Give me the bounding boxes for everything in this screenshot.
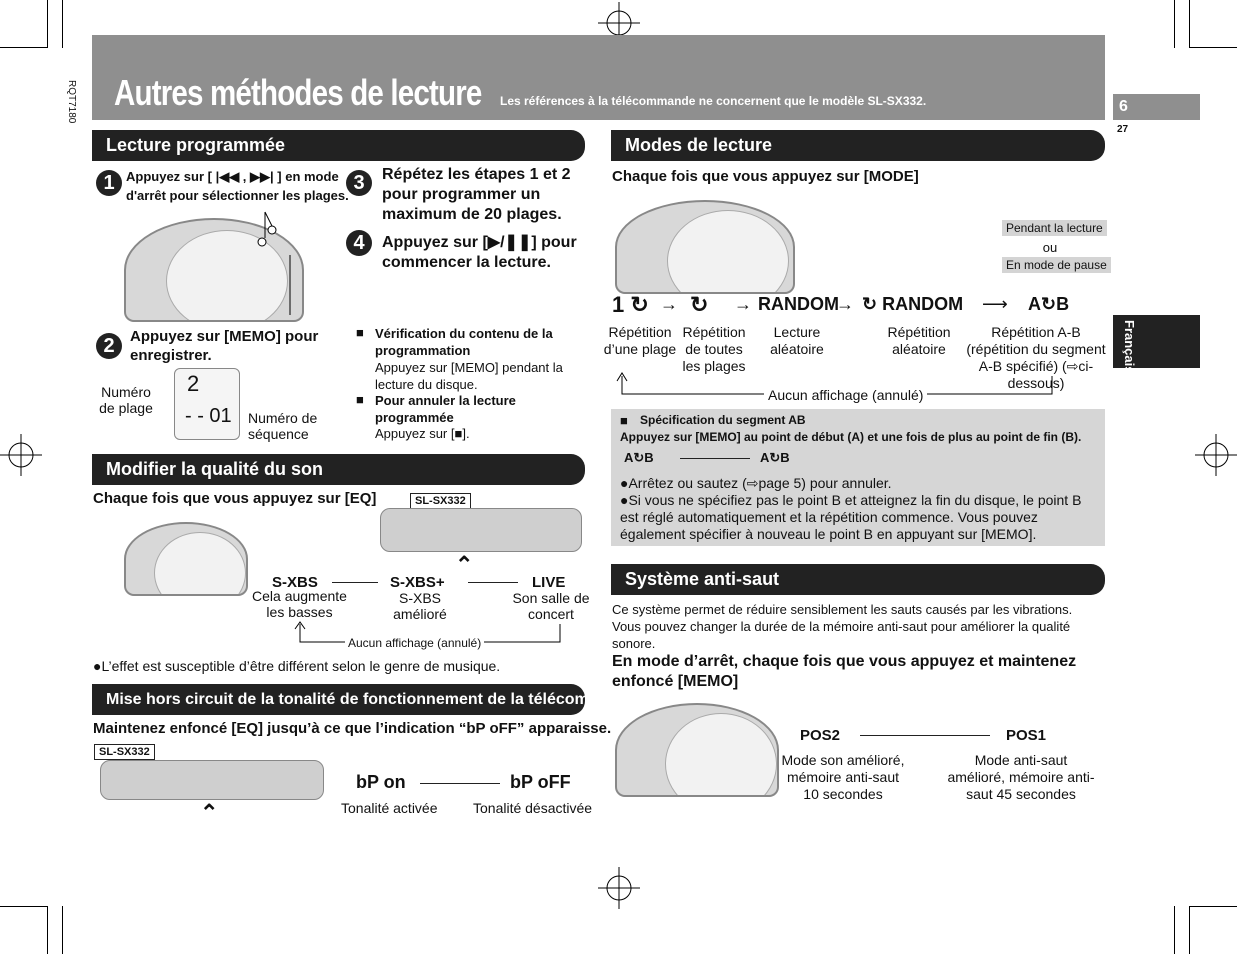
antiskip-instruction: En mode d’arrêt, chaque fois que vous appuyez et maintenez enfoncé [MEMO] [612, 653, 1077, 690]
up-arrow-icon: ⌃ [200, 800, 219, 825]
language-tab-label: Français [1122, 320, 1137, 374]
mode-repeat-random: ↻ RANDOM [862, 294, 964, 314]
up-arrow-icon: ⌃ [455, 552, 474, 577]
arrow [332, 582, 378, 583]
lcd-track-number: 2 [187, 371, 200, 396]
player-disc-illustration [124, 522, 248, 596]
remote-illustration [380, 508, 582, 552]
mode-random: RANDOM [758, 294, 839, 314]
step-4-text: Appuyez sur [▶/❚❚] pour commencer la lecture. [382, 234, 577, 271]
sound-note: ●L’effet est susceptible d’être différent selon le genre de musique. [93, 658, 501, 674]
beep-off-label: bP oFF [510, 772, 571, 792]
crop-mark [0, 906, 48, 907]
sound-cancel-label: Aucun affichage (annulé) [345, 636, 484, 650]
bullet-square: ■ [356, 325, 364, 340]
pointer-lines [250, 200, 310, 320]
section-heading-antiskip: Système anti-saut [611, 564, 1105, 595]
crop-mark [47, 906, 48, 954]
mode-ab-repeat-desc: Répétition A-B (répétition du segment A-B spécifié) (⇨ci-dessous) [966, 324, 1106, 391]
beep-instruction: Maintenez enfoncé [EQ] jusqu’à ce que l’indication “bP oFF” apparaisse. [93, 720, 612, 737]
mode-repeat-one: 1 ↻ [612, 292, 649, 317]
tag-during-play: Pendant la lecture [1002, 220, 1107, 236]
mode-sxbs-desc: Cela augmente les basses [252, 588, 347, 620]
verify-text: Appuyez sur [MEMO] pendant la lecture du disque. [375, 360, 563, 392]
section-heading-programmed: Lecture programmée [92, 130, 585, 161]
tag-pause: En mode de pause [1002, 257, 1111, 273]
crop-mark [1174, 0, 1175, 48]
page-subtitle: Les références à la télécommande ne concernent que le modèle SL-SX332. [500, 94, 927, 108]
crop-mark [62, 906, 63, 954]
cancel-title: Pour annuler la lecture programmée [375, 393, 516, 425]
crop-mark [1189, 0, 1190, 48]
mode-repeat-all-desc: Répétition de toutes les plages [682, 324, 746, 374]
bullet-square: ■ [620, 413, 628, 428]
lcd-sequence-number: - - 01 [185, 405, 232, 427]
crop-mark [47, 0, 48, 48]
arrow: → [836, 294, 854, 314]
label-track-number: Numéro de plage [99, 384, 153, 416]
page-sub-number: 27 [1117, 124, 1129, 135]
page-title: Autres méthodes de lecture [114, 72, 482, 113]
registration-mark [0, 434, 42, 476]
document-code: RQT7180 [66, 80, 77, 124]
mode-live-desc: Son salle de concert [512, 590, 590, 622]
step-1-text: Appuyez sur [ |◀◀ , ▶▶| ] en mode d'arrêt pour sélectionner les plages. [126, 169, 349, 203]
antiskip-pos1-desc: Mode anti-saut amélioré, mémoire anti-saut 45 secondes [947, 752, 1095, 802]
ab-instruction: Appuyez sur [MEMO] au point de début (A) et une fois de plus au point de fin (B). [620, 430, 1082, 444]
bullet-square: ■ [356, 392, 364, 407]
mode-ab-repeat: A↻B [1028, 294, 1070, 314]
modes-cancel-label: Aucun affichage (annulé) [764, 387, 927, 403]
antiskip-pos2-desc: Mode son amélioré, mémoire anti-saut 10 secondes [781, 752, 905, 802]
mode-repeat-all: ↻ [690, 292, 709, 317]
ab-note-1: ●Arrêtez ou sautez (⇨page 5) pour annuler. [620, 475, 892, 491]
mode-repeat-random-desc: Répétition aléatoire [887, 324, 951, 357]
antiskip-pos1: POS1 [1006, 727, 1047, 744]
verify-title: Vérification du contenu de la programmation [375, 326, 553, 358]
crop-mark [1189, 906, 1237, 907]
section-heading-sound: Modifier la qualité du son [92, 454, 585, 485]
arrow: → [734, 294, 752, 314]
remote-illustration [100, 760, 324, 800]
arrow: → [660, 294, 678, 314]
mode-sxbs-plus-desc: S-XBS amélioré [393, 590, 447, 622]
modes-instruction: Chaque fois que vous appuyez sur [MODE] [612, 168, 919, 185]
step-number-2: 2 [96, 333, 122, 359]
arrow [680, 458, 750, 459]
antiskip-pos2: POS2 [800, 727, 841, 744]
label-sequence-number: Numéro de séquence [248, 410, 318, 442]
arrow: ⟶ [982, 294, 1008, 314]
model-tag: SL-SX332 [410, 493, 471, 509]
crop-mark [1189, 47, 1237, 48]
crop-mark [62, 0, 63, 48]
mode-live: LIVE [532, 574, 566, 591]
player-disc-illustration [615, 200, 795, 294]
registration-mark [598, 867, 640, 909]
player-disc-illustration [615, 703, 779, 797]
tag-or: ou [1042, 240, 1058, 255]
ab-from-glyph: A↻B [624, 450, 654, 465]
arrow [860, 735, 990, 736]
beep-on-label: bP on [356, 772, 406, 792]
antiskip-intro: Ce système permet de réduire sensiblement les sauts causés par les vibrations. Vous pouvez changer la durée de la mémoire anti-saut pour améliorer la qualité sonore. [612, 602, 1073, 651]
mode-sxbs: S-XBS [272, 574, 318, 591]
arrow [420, 783, 500, 784]
model-tag: SL-SX332 [94, 744, 155, 760]
ab-to-glyph: A↻B [760, 450, 790, 465]
ab-note-2: ●Si vous ne spécifiez pas le point B et atteignez la fin du disque, le point B est réglé automatiquement et la répétition commence. Vous pouvez également spécifier à nouveau le point B en appuyant sur [MEMO]. [620, 492, 1082, 542]
step-2-text: Appuyez sur [MEMO] pour enregistrer. [130, 328, 319, 364]
sound-instruction: Chaque fois que vous appuyez sur [EQ] [93, 490, 377, 507]
crop-mark [1174, 906, 1175, 954]
section-heading-beep: Mise hors circuit de la tonalité de fonctionnement de la télécommande [92, 684, 585, 715]
beep-off-desc: Tonalité désactivée [473, 800, 593, 816]
beep-on-desc: Tonalité activée [341, 800, 438, 816]
step-3-text: Répétez les étapes 1 et 2 pour programmer un maximum de 20 plages. [382, 166, 571, 223]
page-number: 6 [1113, 94, 1200, 120]
crop-mark [0, 47, 48, 48]
lcd-display [174, 368, 240, 440]
ab-title: Spécification du segment AB [640, 413, 806, 427]
registration-mark [1195, 434, 1237, 476]
arrow [468, 582, 518, 583]
mode-repeat-one-desc: Répétition d’une plage [603, 324, 677, 357]
crop-mark [1189, 906, 1190, 954]
mode-sxbs-plus: S-XBS+ [390, 574, 445, 591]
step-number-1: 1 [96, 170, 122, 196]
cancel-text: Appuyez sur [■]. [375, 426, 470, 441]
mode-random-desc: Lecture aléatoire [770, 324, 824, 357]
step-number-4: 4 [346, 230, 372, 256]
section-heading-modes: Modes de lecture [611, 130, 1105, 161]
step-number-3: 3 [346, 170, 372, 196]
